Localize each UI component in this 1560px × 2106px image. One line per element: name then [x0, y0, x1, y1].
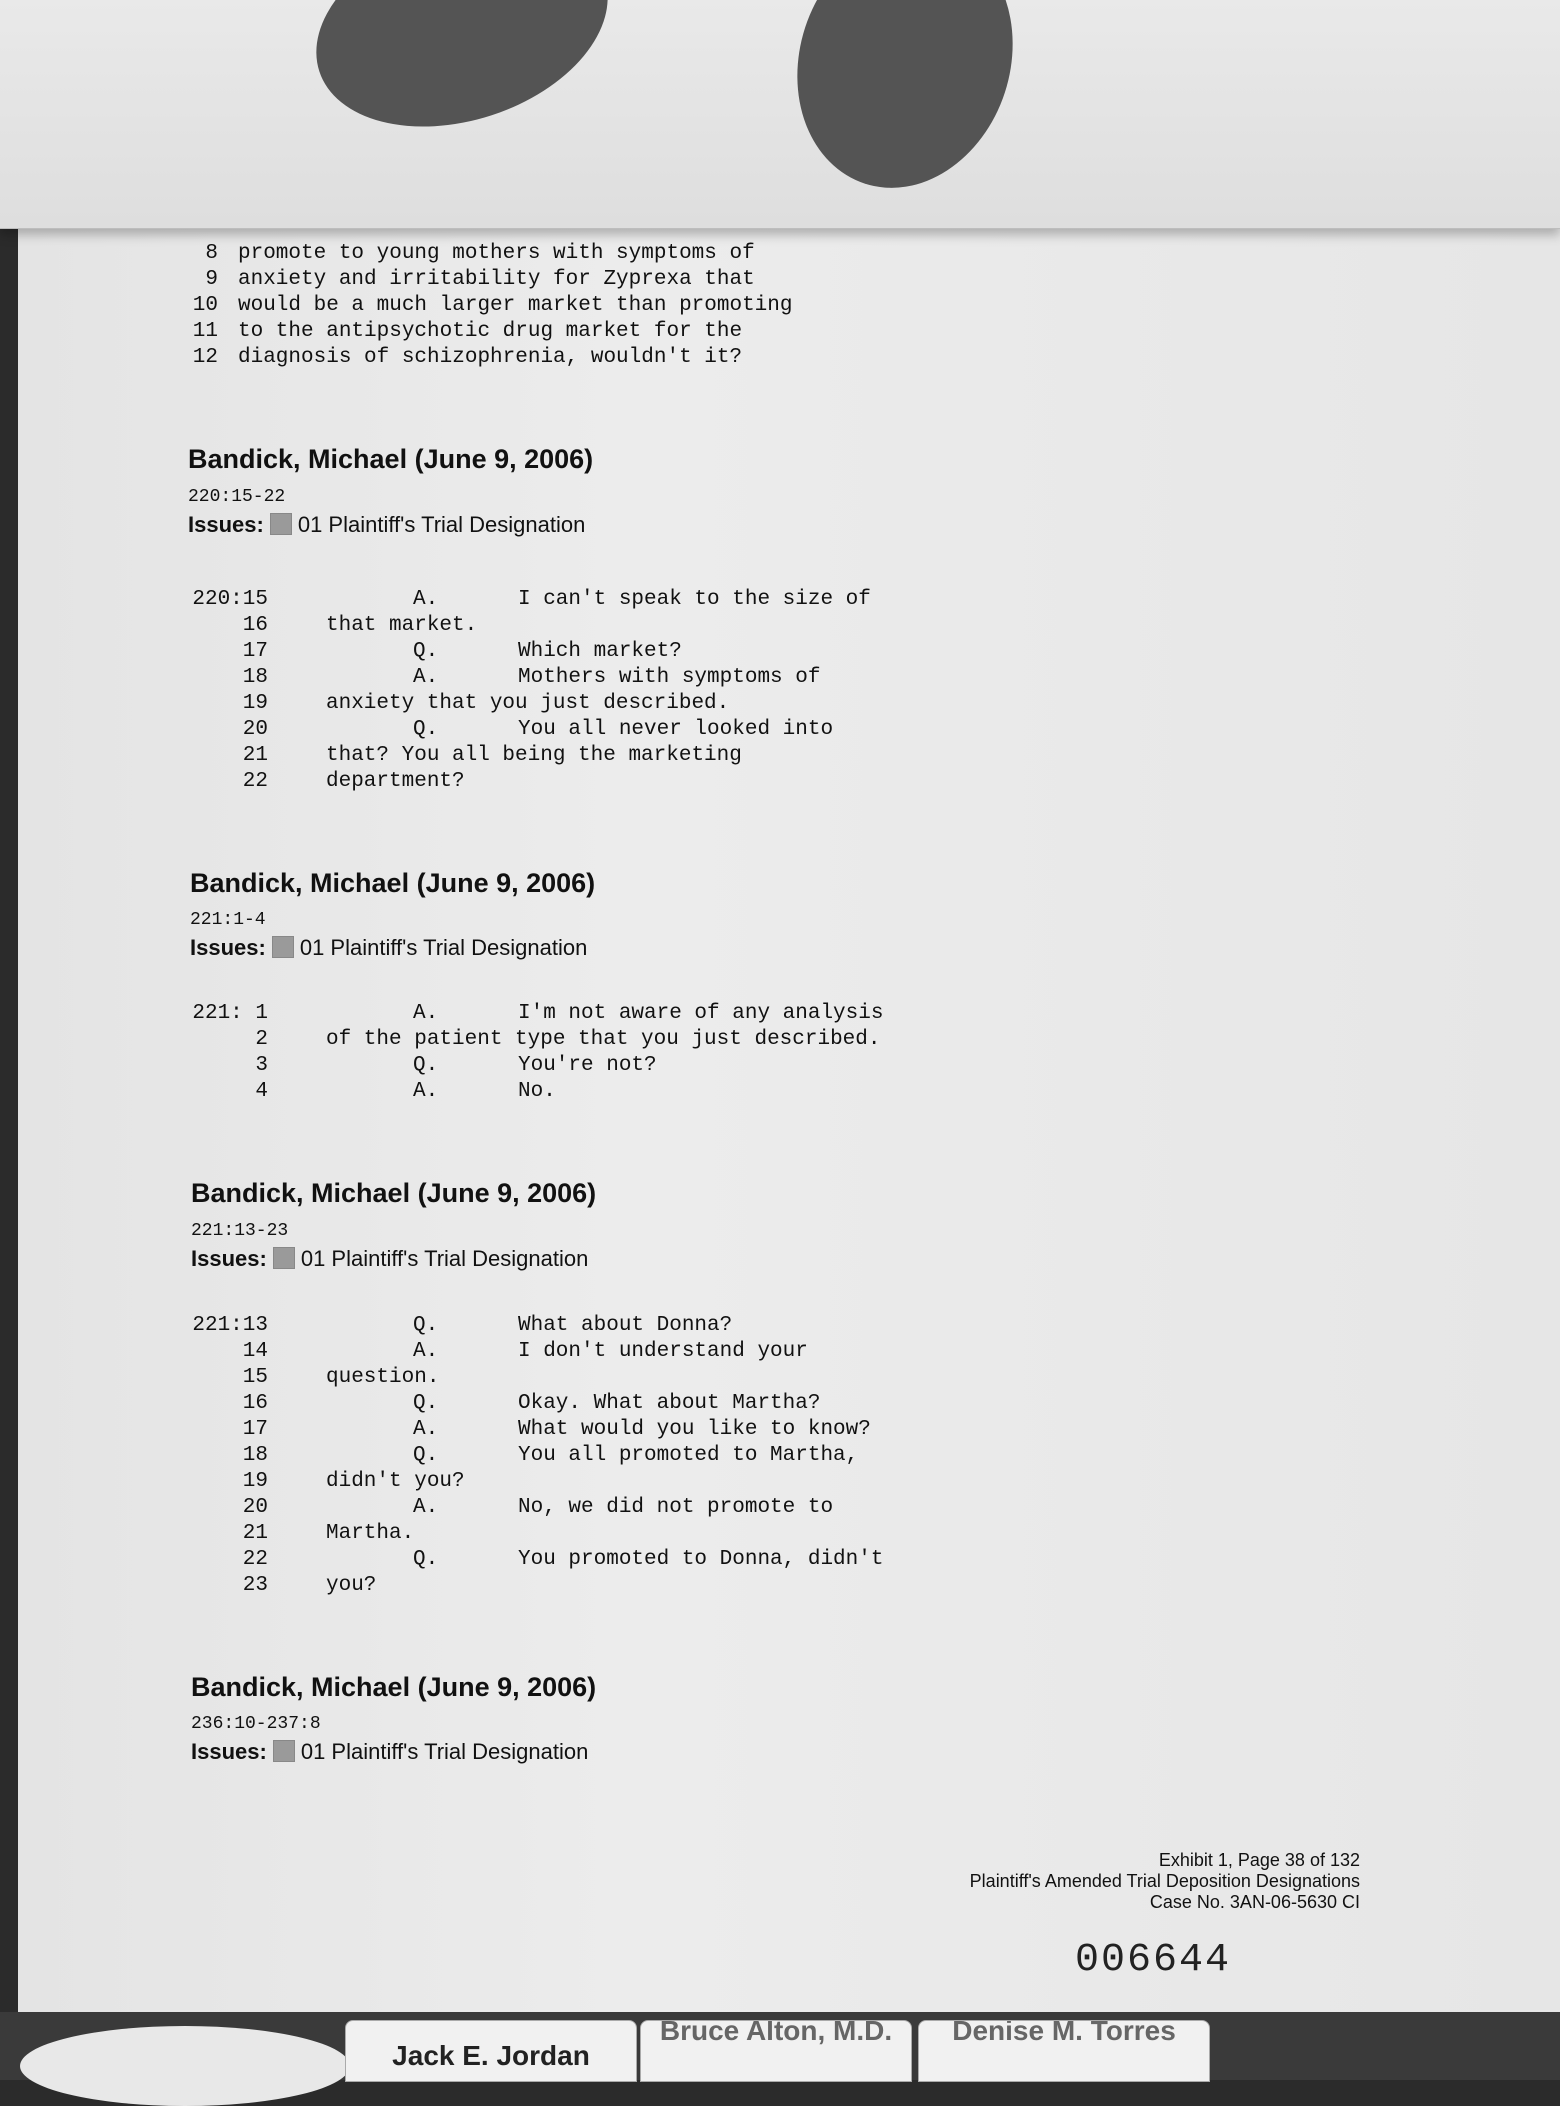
section-heading: Bandick, Michael (June 9, 2006) — [190, 868, 596, 898]
section-heading: Bandick, Michael (June 9, 2006) — [188, 444, 594, 474]
issues-row — [188, 512, 585, 538]
page-line-cite: 221:1-4 — [190, 910, 266, 930]
overlapping-page — [0, 0, 1560, 229]
bowl — [20, 2026, 350, 2106]
issues-label: Issues: — [191, 1739, 267, 1764]
binder-tab-alton[interactable]: Bruce Alton, M.D. — [640, 2020, 912, 2082]
footer — [840, 1850, 1360, 1913]
page-line-cite: 221:13-23 — [191, 1221, 289, 1241]
issues-row — [190, 935, 587, 961]
issues-label: Issues: — [191, 1246, 267, 1271]
issue-color-swatch — [270, 513, 292, 535]
binder-tab-jordan[interactable]: Jack E. Jordan — [345, 2020, 637, 2082]
issue-color-swatch — [272, 936, 294, 958]
case-number: Case No. 3AN-06-5630 CI — [1149, 1892, 1360, 1912]
issues-label: Issues: — [190, 935, 266, 960]
issues-label: Issues: — [188, 512, 264, 537]
section-heading: Bandick, Michael (June 9, 2006) — [191, 1672, 597, 1702]
thumb-left — [290, 0, 634, 162]
issue-color-swatch — [273, 1247, 295, 1269]
exhibit-page: Exhibit 1, Page 38 of 132 — [1158, 1850, 1360, 1870]
section-heading: Bandick, Michael (June 9, 2006) — [191, 1178, 597, 1208]
bates-number: 006644 — [1075, 1938, 1232, 1983]
thumb-right — [765, 0, 1045, 216]
issue-color-swatch — [273, 1740, 295, 1762]
issue-text: 01 Plaintiff's Trial Designation — [297, 512, 586, 537]
issue-text: 01 Plaintiff's Trial Designation — [300, 1739, 589, 1764]
page-line-cite: 236:10-237:8 — [191, 1714, 321, 1734]
document-page: 8 promote to young mothers with symptoms of 9 anxiety and irritability for Zyprexa that 10 would be a much larger market than promoting 11 to the antipsychotic drug market for the 12 diagnosis of schizophrenia, wouldn't it? Bandick, Michael (June 9, 2006) 220:15-22 Issues: 01 Plaintiff's Trial Designation 220:15 A. I can't speak to the size of 16 that market. 17 Q. Which market? 18 A. Mothers with symptoms of 19 anxiety that you just described. 20 Q. You all never looked into 21 that? You all being the marketing 22 department? Bandick, Michael (June 9, 2006) 221:1-4 Issues: 01 Plaintiff's Trial Designation 221: 1 A. I'm not aware of any analysis 2 of the patient type that you just described. 3 Q. You're not? 4 A. No. Bandick, Michael (June 9, 2006) 221:13-23 Issues: 01 Plaintiff's Trial Designation 221:13 Q. What about Donna? 14 A. I don't understand your 15 question. 16 Q. Okay. What about Martha? 17 A. What would you like to know? 18 Q. You all promoted to Martha, 19 didn't you? 20 A. No, we did not promote to 21 Martha. 22 Q. You promoted to Donna, didn't 23 you? Bandick, Michael (June 9, 2006) 236:10-237:8 Issues: 01 Plaintiff's Trial Designation Exhibit 1, Page 38 of 132 Plaintiff's Amended Trial Deposition Designations Case No. 3AN-06-5630 CI — [18, 222, 1560, 2012]
issue-text: 01 Plaintiff's Trial Designation — [300, 1246, 589, 1271]
issue-text: 01 Plaintiff's Trial Designation — [299, 935, 588, 960]
binder-tab-torres[interactable]: Denise M. Torres — [918, 2020, 1210, 2082]
page-line-cite: 220:15-22 — [188, 487, 286, 507]
issues-row — [191, 1246, 588, 1272]
issues-row — [191, 1739, 588, 1765]
document-title: Plaintiff's Amended Trial Deposition Designations — [969, 1871, 1360, 1891]
